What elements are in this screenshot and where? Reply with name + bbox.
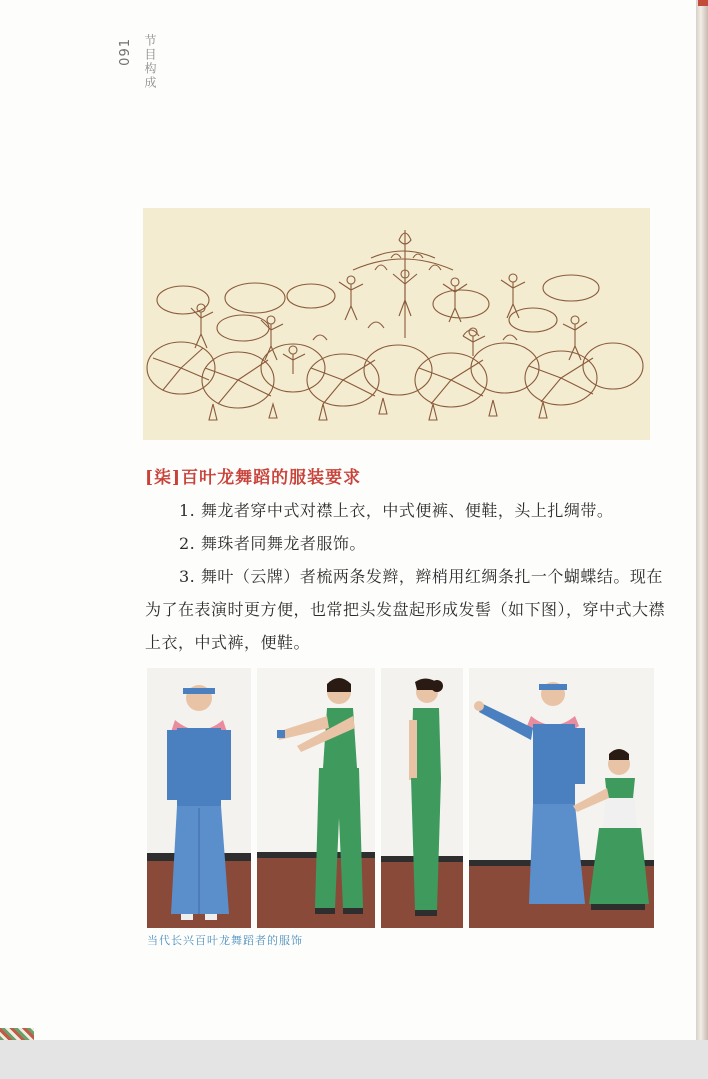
photo-green-costume-pose-image — [257, 668, 375, 928]
paragraph-3: 3. 舞叶（云牌）者梳两条发辫，辫梢用红绸条扎一个蝴蝶结。现在为了在表演时更方便，也常把头发盘起形成发髻（如下图），穿中式大襟上衣，中式裤，便鞋。 — [145, 567, 666, 652]
photo-pair-dancers-image — [469, 668, 654, 928]
photo-green-costume-side — [381, 668, 463, 928]
figure-caption: 当代长兴百叶龙舞蹈者的服饰 — [147, 934, 303, 947]
photo-green-costume-pose — [257, 668, 375, 928]
spine-color-mark — [698, 0, 708, 6]
photo-blue-costume-front-image — [147, 668, 251, 928]
corner-decoration — [0, 1028, 34, 1040]
book-spine-edge — [696, 0, 708, 1040]
photo-blue-costume-front — [147, 668, 251, 928]
page-number: 091 — [118, 38, 133, 66]
scan-bottom-margin — [0, 1040, 708, 1079]
paragraph-2: 2. 舞珠者同舞龙者服饰。 — [179, 534, 366, 553]
running-section-title: 节目构成 — [143, 34, 157, 90]
photo-pair-dancers — [469, 668, 654, 928]
lotus-dance-illustration — [143, 208, 650, 440]
lotus-line-art — [143, 208, 650, 440]
paragraph-1: 1. 舞龙者穿中式对襟上衣，中式便裤、便鞋，头上扎绸带。 — [179, 501, 614, 520]
photo-green-costume-side-image — [381, 668, 463, 928]
section-heading: [柒]百叶龙舞蹈的服装要求 — [145, 468, 362, 488]
